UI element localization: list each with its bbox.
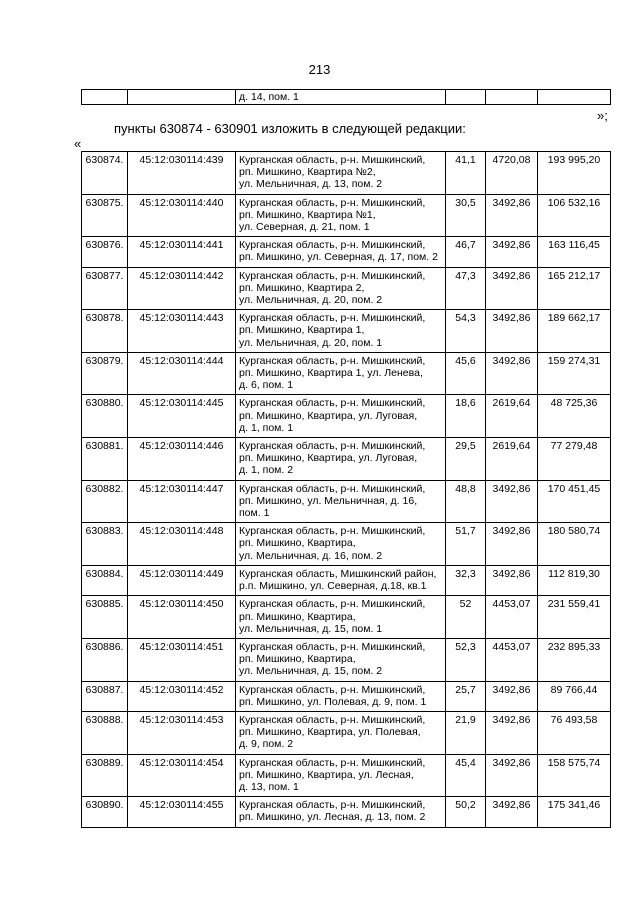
table-row — [82, 352, 611, 395]
row-number: 630886. — [82, 638, 128, 681]
address — [236, 152, 446, 195]
total: 76 493,58 — [538, 711, 611, 754]
address-line: Курганская область, Мишкинский район, — [239, 567, 437, 580]
table-row — [82, 596, 611, 639]
cadastral-number: 45:12:030114:441 — [128, 237, 236, 267]
address-line: Курганская область, р-н. Мишкинский, — [239, 640, 426, 653]
address-line: рп. Мишкино, Квартира 2, — [239, 281, 365, 294]
address — [236, 754, 446, 797]
row-number: 630887. — [82, 681, 128, 711]
address — [236, 681, 446, 711]
area: 50,2 — [446, 797, 486, 827]
table-row — [82, 267, 611, 310]
address-line: рп. Мишкино, Квартира, ул. Лесная, — [239, 768, 414, 781]
address — [236, 596, 446, 639]
total: 158 575,74 — [538, 754, 611, 797]
cadastral-number: 45:12:030114:448 — [128, 523, 236, 566]
closing-quote: »; — [597, 108, 608, 123]
address-line: Курганская область, р-н. Мишкинский, — [239, 196, 426, 209]
row-number: 630885. — [82, 596, 128, 639]
cadastral-number: 45:12:030114:440 — [128, 194, 236, 237]
price: 3492,86 — [486, 754, 538, 797]
cadastral-number: 45:12:030114:445 — [128, 395, 236, 438]
address-line: рп. Мишкино, Квартира №1, — [239, 208, 376, 221]
row-number: 630880. — [82, 395, 128, 438]
area: 48,8 — [446, 480, 486, 523]
price: 3492,86 — [486, 310, 538, 353]
price: 3492,86 — [486, 523, 538, 566]
address-line: рп. Мишкино, ул. Северная, д. 17, пом. 2 — [239, 251, 438, 264]
row-number: 630879. — [82, 352, 128, 395]
address-line: рп. Мишкино, Квартира 1, — [239, 324, 365, 337]
address — [236, 194, 446, 237]
address-line: ул. Мельничная, д. 13, пом. 2 — [239, 178, 383, 191]
address-line: рп. Мишкино, Квартира, — [239, 537, 356, 550]
price: 4453,07 — [486, 638, 538, 681]
address-line: Курганская область, р-н. Мишкинский, — [239, 525, 426, 538]
address-line: рп. Мишкино, Квартира №2, — [239, 166, 376, 179]
area: 45,6 — [446, 352, 486, 395]
address — [236, 480, 446, 523]
address-line: рп. Мишкино, Квартира, ул. Полевая, — [239, 726, 421, 739]
address-line: д. 6, пом. 1 — [239, 379, 294, 392]
row-number: 630881. — [82, 438, 128, 481]
cadastral-number: 45:12:030114:453 — [128, 711, 236, 754]
cadastral-number: 45:12:030114:447 — [128, 480, 236, 523]
total: 189 662,17 — [538, 310, 611, 353]
total: 112 819,30 — [538, 565, 611, 595]
price: 2619,64 — [486, 438, 538, 481]
property-table — [81, 151, 611, 828]
cadastral-number: 45:12:030114:442 — [128, 267, 236, 310]
instruction-text: пункты 630874 - 630901 изложить в следующей редакции: — [114, 121, 466, 136]
address-line: Курганская область, р-н. Мишкинский, — [239, 713, 426, 726]
table-row — [82, 480, 611, 523]
area: 46,7 — [446, 237, 486, 267]
table-row — [82, 152, 611, 195]
row-number: 630888. — [82, 711, 128, 754]
area: 25,7 — [446, 681, 486, 711]
row-number: 630889. — [82, 754, 128, 797]
address-line: Курганская область, р-н. Мишкинский, — [239, 154, 426, 166]
row-number: 630877. — [82, 267, 128, 310]
area: 54,3 — [446, 310, 486, 353]
address — [236, 352, 446, 395]
total: 89 766,44 — [538, 681, 611, 711]
area: 41,1 — [446, 152, 486, 195]
cadastral-number: 45:12:030114:449 — [128, 565, 236, 595]
price: 3492,86 — [486, 565, 538, 595]
total: 180 580,74 — [538, 523, 611, 566]
area: 51,7 — [446, 523, 486, 566]
address-line: ул. Северная, д. 21, пом. 1 — [239, 221, 370, 234]
total: 163 116,45 — [538, 237, 611, 267]
table-row — [82, 438, 611, 481]
price: 4453,07 — [486, 596, 538, 639]
address — [236, 638, 446, 681]
address-line: пом. 1 — [239, 507, 270, 520]
address — [236, 310, 446, 353]
cadastral-number — [128, 90, 236, 105]
address-line: Курганская область, р-н. Мишкинский, — [239, 354, 426, 367]
address-line: ул. Мельничная, д. 16, пом. 2 — [239, 549, 383, 562]
total: 193 995,20 — [538, 152, 611, 195]
price: 3492,86 — [486, 267, 538, 310]
area: 52 — [446, 596, 486, 639]
address — [236, 797, 446, 827]
price: 3492,86 — [486, 711, 538, 754]
price: 2619,64 — [486, 395, 538, 438]
address-line: рп. Мишкино, ул. Полевая, д. 9, пом. 1 — [239, 695, 427, 708]
row-number: 630884. — [82, 565, 128, 595]
address-line: Курганская область, р-н. Мишкинский, — [239, 397, 426, 410]
area: 21,9 — [446, 711, 486, 754]
price: 4720,08 — [486, 152, 538, 195]
price: 3492,86 — [486, 194, 538, 237]
address-line: Курганская область, р-н. Мишкинский, — [239, 598, 426, 611]
address-line: рп. Мишкино, Квартира, ул. Луговая, — [239, 452, 418, 465]
row-number: 630883. — [82, 523, 128, 566]
address — [236, 523, 446, 566]
address-line: д. 9, пом. 2 — [239, 738, 294, 751]
address-line: ул. Мельничная, д. 20, пом. 1 — [239, 336, 383, 349]
address-line: Курганская область, р-н. Мишкинский, — [239, 482, 426, 495]
address-line: Курганская область, р-н. Мишкинский, — [239, 756, 426, 769]
table-row — [82, 194, 611, 237]
address — [236, 267, 446, 310]
area: 29,5 — [446, 438, 486, 481]
total: 48 725,36 — [538, 395, 611, 438]
table-row — [82, 797, 611, 827]
row-number: 630878. — [82, 310, 128, 353]
address-line: Курганская область, р-н. Мишкинский, — [239, 269, 426, 282]
cadastral-number: 45:12:030114:444 — [128, 352, 236, 395]
address-line: Курганская область, р-н. Мишкинский, — [239, 799, 426, 812]
cadastral-number: 45:12:030114:454 — [128, 754, 236, 797]
cadastral-number: 45:12:030114:446 — [128, 438, 236, 481]
cadastral-number: 45:12:030114:439 — [128, 152, 236, 195]
table-row — [82, 638, 611, 681]
address: д. 14, пом. 1 — [236, 90, 446, 105]
table-row — [82, 681, 611, 711]
address-line: рп. Мишкино, ул. Лесная, д. 13, пом. 2 — [239, 811, 426, 824]
address-line: рп. Мишкино, ул. Мельничная, д. 16, — [239, 494, 418, 507]
address — [236, 237, 446, 267]
total: 165 212,17 — [538, 267, 611, 310]
table-row — [82, 90, 611, 105]
area: 32,3 — [446, 565, 486, 595]
address-line: Курганская область, р-н. Мишкинский, — [239, 312, 426, 325]
area — [446, 90, 486, 105]
total — [538, 90, 611, 105]
total: 159 274,31 — [538, 352, 611, 395]
address-line: Курганская область, р-н. Мишкинский, — [239, 440, 426, 453]
row-number: 630876. — [82, 237, 128, 267]
total: 77 279,48 — [538, 438, 611, 481]
address — [236, 395, 446, 438]
cadastral-number: 45:12:030114:451 — [128, 638, 236, 681]
address-line: д. 1, пом. 1 — [239, 421, 294, 434]
price: 3492,86 — [486, 352, 538, 395]
total: 232 895,33 — [538, 638, 611, 681]
cadastral-number: 45:12:030114:455 — [128, 797, 236, 827]
address-line: Курганская область, р-н. Мишкинский, — [239, 683, 426, 696]
total: 170 451,45 — [538, 480, 611, 523]
area: 47,3 — [446, 267, 486, 310]
table-row — [82, 237, 611, 267]
price: 3492,86 — [486, 797, 538, 827]
table-row — [82, 523, 611, 566]
price: 3492,86 — [486, 681, 538, 711]
area: 45,4 — [446, 754, 486, 797]
area: 30,5 — [446, 194, 486, 237]
table-row — [82, 754, 611, 797]
page-number: 213 — [308, 62, 331, 77]
total: 106 532,16 — [538, 194, 611, 237]
address — [236, 711, 446, 754]
table-row — [82, 310, 611, 353]
total: 231 559,41 — [538, 596, 611, 639]
price: 3492,86 — [486, 237, 538, 267]
address-line: д. 13, пом. 1 — [239, 780, 299, 793]
address-line: рп. Мишкино, Квартира, ул. Луговая, — [239, 409, 418, 422]
table-row — [82, 395, 611, 438]
previous-table-fragment — [81, 89, 611, 105]
address-line: рп. Мишкино, Квартира, — [239, 653, 356, 666]
cadastral-number: 45:12:030114:443 — [128, 310, 236, 353]
row-number: 630874. — [82, 152, 128, 195]
price — [486, 90, 538, 105]
table-row — [82, 711, 611, 754]
price: 3492,86 — [486, 480, 538, 523]
row-number — [82, 90, 128, 105]
area: 52,3 — [446, 638, 486, 681]
area: 18,6 — [446, 395, 486, 438]
address-line: Курганская область, р-н. Мишкинский, — [239, 239, 426, 252]
cadastral-number: 45:12:030114:450 — [128, 596, 236, 639]
cadastral-number: 45:12:030114:452 — [128, 681, 236, 711]
address — [236, 565, 446, 595]
address-line: рп. Мишкино, Квартира 1, ул. Ленева, — [239, 367, 423, 380]
row-number: 630875. — [82, 194, 128, 237]
address-line: ул. Мельничная, д. 15, пом. 1 — [239, 622, 383, 635]
address-line: ул. Мельничная, д. 15, пом. 2 — [239, 665, 383, 678]
address-line: р.п. Мишкино, ул. Северная, д.18, кв.1 — [239, 580, 427, 593]
address-line: д. 1, пом. 2 — [239, 464, 294, 477]
row-number: 630882. — [82, 480, 128, 523]
address-line: ул. Мельничная, д. 20, пом. 2 — [239, 294, 383, 307]
row-number: 630890. — [82, 797, 128, 827]
table-row — [82, 565, 611, 595]
address-line: рп. Мишкино, Квартира, — [239, 610, 356, 623]
opening-quote: « — [74, 136, 82, 151]
address — [236, 438, 446, 481]
total: 175 341,46 — [538, 797, 611, 827]
